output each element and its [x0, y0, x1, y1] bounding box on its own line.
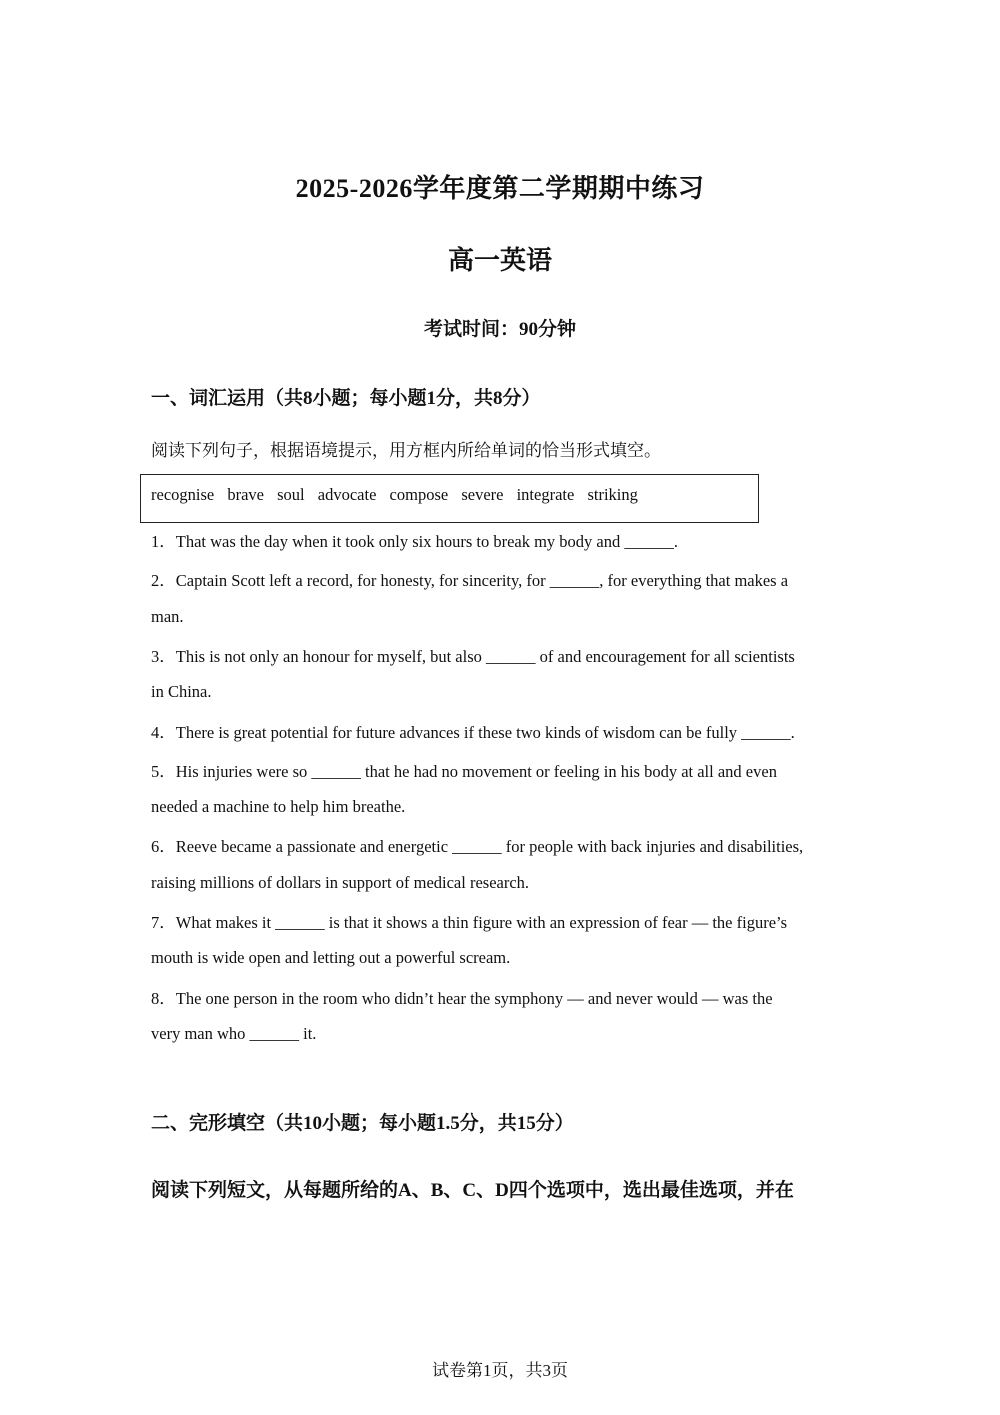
word-bank-item: integrate — [516, 485, 575, 504]
exam-duration: 考试时间：90分钟 — [423, 319, 576, 340]
word-bank-item: soul — [277, 485, 305, 504]
question-line: 7．What makes it ______ is that it shows a thin figure with an expression of fear — the figure’s — [151, 913, 788, 932]
word-bank-item: severe — [461, 485, 504, 504]
question-line: raising millions of dollars in support of medical research. — [151, 873, 530, 892]
question-line: 4．There is great potential for future advances if these two kinds of wisdom can be fully ______. — [151, 723, 795, 742]
question-line: 1．That was the day when it took only six hours to break my body and ______. — [151, 532, 679, 551]
question-line: needed a machine to help him breathe. — [151, 797, 406, 816]
section1-heading: 一、词汇运用（共8小题；每小题1分，共8分） — [151, 388, 541, 409]
word-bank-item: striking — [587, 485, 638, 504]
word-bank-item: advocate — [317, 485, 377, 504]
question-line: man. — [151, 607, 184, 626]
section1-instruction: 阅读下列句子，根据语境提示，用方框内所给单词的恰当形式填空。 — [151, 441, 661, 460]
exam-title: 2025-2026学年度第二学期期中练习 — [295, 174, 705, 203]
question-line: very man who ______ it. — [151, 1024, 317, 1043]
section2-heading: 二、完形填空（共10小题；每小题1.5分，共15分） — [151, 1113, 574, 1134]
word-bank-item: recognise — [151, 485, 215, 504]
word-bank-item: brave — [227, 485, 265, 504]
word-bank-item: compose — [389, 485, 449, 504]
question-line: 2．Captain Scott left a record, for honesty, for sincerity, for ______, for everything that makes a — [151, 571, 789, 590]
word-bank-list — [151, 485, 647, 505]
question-line: 6．Reeve became a passionate and energetic ______ for people with back injuries and disabilities, — [151, 837, 804, 856]
question-line: 3．This is not only an honour for myself, but also ______ of and encouragement for all scientists — [151, 647, 795, 666]
question-line: in China. — [151, 682, 212, 701]
question-line: 8．The one person in the room who didn’t hear the symphony — and never would — was the — [151, 989, 773, 1008]
exam-subject: 高一英语 — [447, 246, 552, 275]
page-footer: 试卷第1页，共3页 — [432, 1361, 568, 1380]
question-line: mouth is wide open and letting out a powerful scream. — [151, 948, 511, 967]
word-bank-box — [140, 474, 759, 523]
question-line: 5．His injuries were so ______ that he had no movement or feeling in his body at all and even — [151, 762, 777, 781]
section2-instruction: 阅读下列短文，从每题所给的A、B、C、D四个选项中，选出最佳选项，并在 — [151, 1180, 794, 1201]
